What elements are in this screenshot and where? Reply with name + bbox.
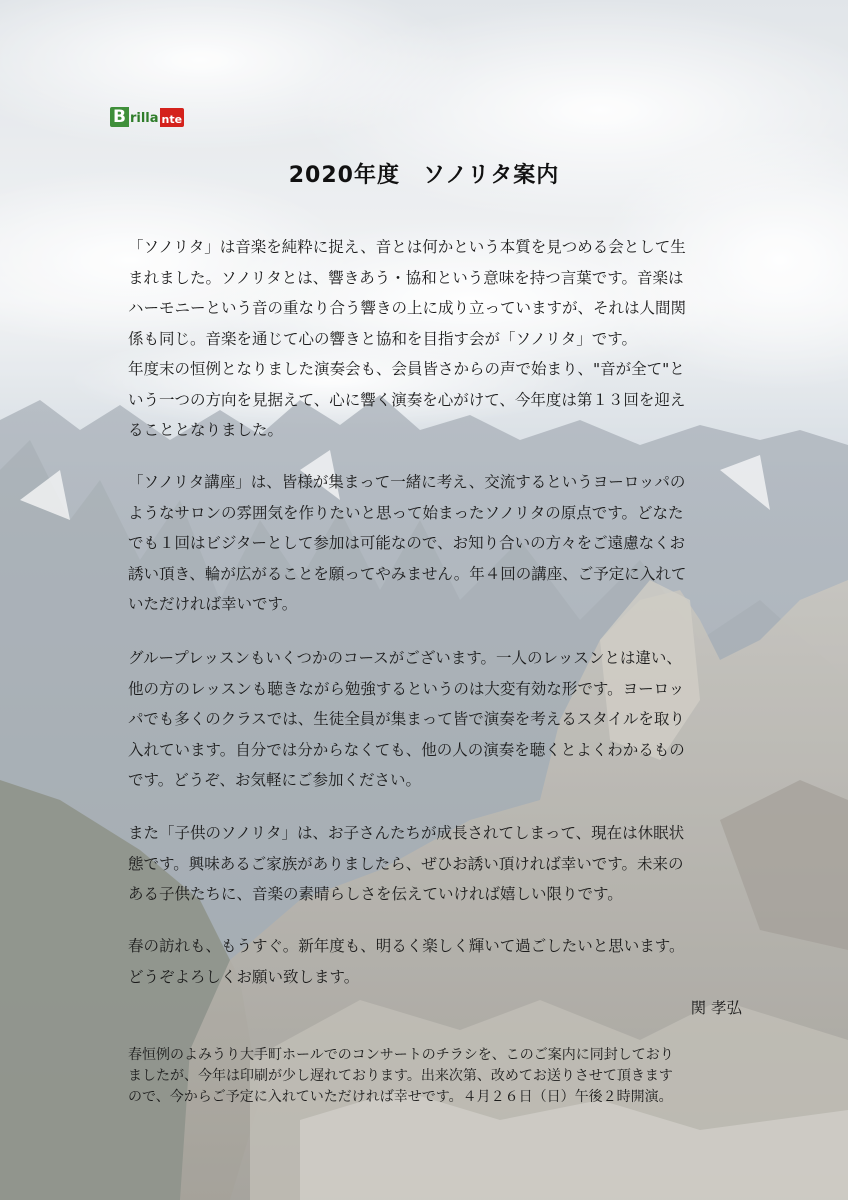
- logo-ending: nte: [160, 108, 185, 127]
- paragraph-children: [128, 818, 740, 910]
- paragraph-line: ることとなりました。: [128, 421, 284, 439]
- signature: 関 孝弘: [690, 999, 742, 1017]
- paragraph-line: でも１回はビジターとして参加は可能なので、お知り合いの方々をご遠慮なくお: [128, 534, 686, 552]
- paragraph-line: 年度末の恒例となりました演奏会も、会員皆さからの声で始まり、"音が全て"と: [128, 360, 685, 378]
- paragraph-group-lessons: [128, 643, 740, 796]
- paragraph-line: 態です。興味あるご家族がありましたら、ぜひお誘い頂ければ幸いです。未来の: [128, 854, 684, 873]
- paragraph-line: また「子供のソノリタ」は、お子さんたちが成長されてしまって、現在は休眠状: [128, 824, 685, 842]
- paragraph-line: ある子供たちに、音楽の素晴らしさを伝えていければ嬉しい限りです。: [128, 885, 623, 903]
- paragraph-line: ハーモニーという音の重なり合う響きの上に成り立っていますが、それは人間関: [128, 299, 687, 317]
- note-line: 春恒例のよみうり大手町ホールでのコンサートのチラシを、このご案内に同封しており: [128, 1047, 674, 1063]
- paragraph-line: 「ソノリタ講座」は、皆様が集まって一緒に考え、交流するというヨーロッパの: [128, 473, 686, 491]
- note-line: ので、今からご予定に入れていただければ幸せです。４月２６日（日）午後２時開演。: [128, 1089, 673, 1105]
- paragraph-intro: [128, 232, 740, 446]
- paragraph-line: グループレッスンもいくつかのコースがございます。一人のレッスンとは違い、: [128, 649, 682, 667]
- paragraph-line: 誘い頂き、輪が広がることを願ってやみません。年４回の講座、ご予定に入れて: [128, 564, 687, 583]
- paragraph-line: です。どうぞ、お気軽にご参加ください。: [128, 771, 421, 789]
- note-line: ましたが、今年は印刷が少し遅れております。出来次第、改めてお送りさせて頂きます: [128, 1068, 673, 1084]
- paragraph-line: いただければ幸いです。: [128, 595, 298, 613]
- paragraph-line: ようなサロンの雰囲気を作りたいと思って始まったソノリタの原点です。どなた: [128, 503, 684, 522]
- page-title: 2020年度 ソノリタ案内: [288, 163, 560, 188]
- paragraph-line: いう一つの方向を見据えて、心に響く演奏を心がけて、今年度は第１３回を迎え: [128, 390, 686, 409]
- paragraph-line: 春の訪れも、もうすぐ。新年度も、明るく楽しく輝いて過ごしたいと思います。: [128, 937, 685, 955]
- paragraph-line: どうぞよろしくお願い致します。: [128, 967, 360, 986]
- paragraph-line: 「ソノリタ」は音楽を純粋に捉え、音とは何かという本質を見つめる会として生: [128, 238, 686, 256]
- paragraph-line: 入れています。自分では分からなくても、他の人の演奏を聴くとよくわかるもの: [128, 740, 685, 759]
- paragraph-line: まれました。ソノリタとは、響きあう・協和という意味を持つ言葉です。音楽は: [128, 268, 684, 287]
- paragraph-line: 他の方のレッスンも聴きながら勉強するというのは大変有効な形です。ヨーロッ: [128, 679, 685, 698]
- logo-letter-b: B: [110, 107, 129, 127]
- paragraph-closing: [128, 931, 740, 992]
- brillante-logo: [110, 105, 184, 127]
- paragraph-seminar: [128, 467, 740, 620]
- paragraph-line: 係も同じ。音楽を通じて心の響きと協和を目指す会が「ソノリタ」です。: [128, 329, 638, 348]
- concert-note: [128, 1045, 748, 1108]
- paragraph-line: パでも多くのクラスでは、生徒全員が集まって皆で演奏を考えるスタイルを取り: [128, 710, 685, 728]
- logo-middle: rilla: [129, 111, 159, 126]
